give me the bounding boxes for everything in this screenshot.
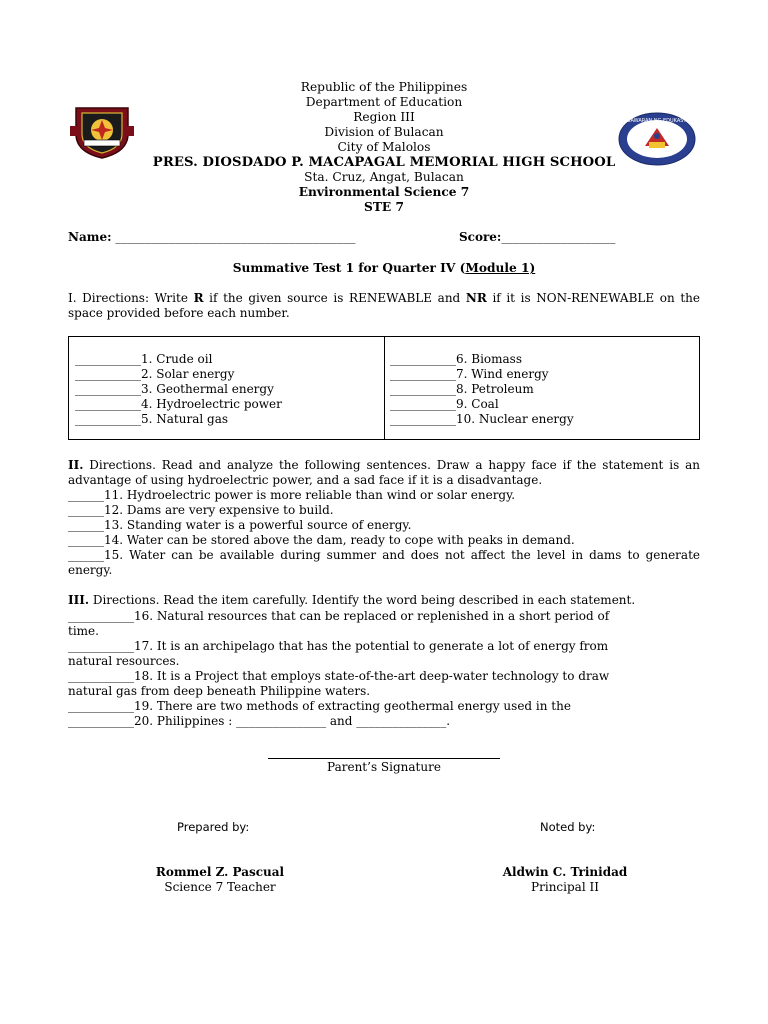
deped-seal-text: KAGAWARAN NG EDUKASYON <box>620 118 694 124</box>
document-header <box>0 80 768 215</box>
noted-by-label: Noted by: <box>540 820 596 834</box>
list-item[interactable]: ___________16. Natural resources that can be replaced or replenished in a short period of time. <box>68 609 610 638</box>
list-item[interactable]: ______11. Hydroelectric power is more reliable than wind or solar energy. <box>68 488 516 502</box>
name-blank[interactable]: ________________________________________ <box>115 230 356 244</box>
header-line-2: Department of Education <box>305 95 463 109</box>
score-label: Score: <box>459 230 502 244</box>
part1-directions <box>68 291 700 321</box>
section-title: STE 7 <box>364 200 404 214</box>
part1-dir-b: if the given source is RENEWABLE and <box>203 291 466 305</box>
test-title <box>0 261 768 276</box>
signature-line[interactable] <box>268 758 500 759</box>
list-item[interactable]: ______15. Water can be available during summer and does not affect the level in dams to generate energy. <box>68 548 700 577</box>
noter-name: Aldwin C. Trinidad <box>502 865 628 879</box>
subject-title: Environmental Science 7 <box>298 185 470 199</box>
list-item[interactable]: ___________3. Geothermal energy <box>75 382 274 396</box>
part2-directions <box>68 458 700 488</box>
prepared-by-label: Prepared by: <box>177 820 250 834</box>
preparer-name: Rommel Z. Pascual <box>155 865 285 879</box>
list-item[interactable]: ___________9. Coal <box>390 397 499 411</box>
header-line-3: Region III <box>353 110 415 124</box>
list-item[interactable]: ___________5. Natural gas <box>75 412 229 426</box>
list-item[interactable]: ___________10. Nuclear energy <box>390 412 574 426</box>
list-item[interactable]: ___________17. It is an archipelago that has the potential to generate a lot of energy from natural resources. <box>68 639 609 668</box>
preparer-role: Science 7 Teacher <box>164 880 276 894</box>
list-item[interactable]: ___________8. Petroleum <box>390 382 534 396</box>
part1-dir-a: I. Directions: Write <box>68 291 194 305</box>
part3-directions-text: Directions. Read the item carefully. Identify the word being described in each statement. <box>89 593 636 607</box>
list-item[interactable]: ___________7. Wind energy <box>390 367 549 381</box>
table-right-column <box>390 352 574 427</box>
list-item[interactable]: ______12. Dams are very expensive to build. <box>68 503 334 517</box>
score-field[interactable] <box>459 230 615 245</box>
school-address: Sta. Cruz, Angat, Bulacan <box>304 170 464 184</box>
list-item[interactable]: ___________1. Crude oil <box>75 352 213 366</box>
list-item[interactable]: ___________4. Hydroelectric power <box>75 397 282 411</box>
list-item[interactable]: ___________18. It is a Project that employs state-of-the-art deep-water technology to draw natural gas from deep beneath Philippine waters. <box>68 669 610 698</box>
list-item[interactable]: ___________6. Biomass <box>390 352 522 366</box>
test-title-module: Module 1) <box>465 261 536 275</box>
header-line-1: Republic of the Philippines <box>300 80 468 94</box>
part3-directions <box>68 593 635 608</box>
score-blank[interactable]: ___________________ <box>501 230 616 244</box>
part2-items <box>68 488 700 578</box>
part1-table <box>68 336 700 440</box>
part2-label: II. <box>68 458 84 472</box>
header-line-4: Division of Bulacan <box>324 125 444 139</box>
part1-dir-c: if it is NON-RENEWABLE on the space provided before each number. <box>68 291 701 320</box>
list-item[interactable]: ___________2. Solar energy <box>75 367 235 381</box>
school-name: PRES. DIOSDADO P. MACAPAGAL MEMORIAL HIGH SCHOOL <box>152 155 616 170</box>
part1-r: R <box>193 291 204 305</box>
table-left-column <box>75 352 282 427</box>
list-item[interactable]: ______13. Standing water is a powerful source of energy. <box>68 518 412 532</box>
part1-nr: NR <box>465 291 487 305</box>
list-item[interactable]: ___________20. Philippines : _______________ and _______________. <box>68 714 451 728</box>
signature-label: Parent’s Signature <box>327 760 441 774</box>
part3-label: III. <box>68 593 90 607</box>
name-label: Name: <box>68 230 112 244</box>
part2-directions-text: Directions. Read and analyze the following sentences. Draw a happy face if the statement is an advantage of using hydroelectric power, and a sad face if it is a disadvantage. <box>68 458 700 487</box>
name-field[interactable] <box>68 230 355 245</box>
noter-role: Principal II <box>531 880 599 894</box>
list-item[interactable]: ___________19. There are two methods of extracting geothermal energy used in the <box>68 699 571 713</box>
table-divider <box>384 337 385 439</box>
header-line-5: City of Malolos <box>337 140 431 154</box>
list-item[interactable]: ______14. Water can be stored above the dam, ready to cope with peaks in demand. <box>68 533 575 547</box>
test-title-text: Summative Test 1 for Quarter IV ( <box>232 261 466 275</box>
part3-items <box>68 609 613 729</box>
